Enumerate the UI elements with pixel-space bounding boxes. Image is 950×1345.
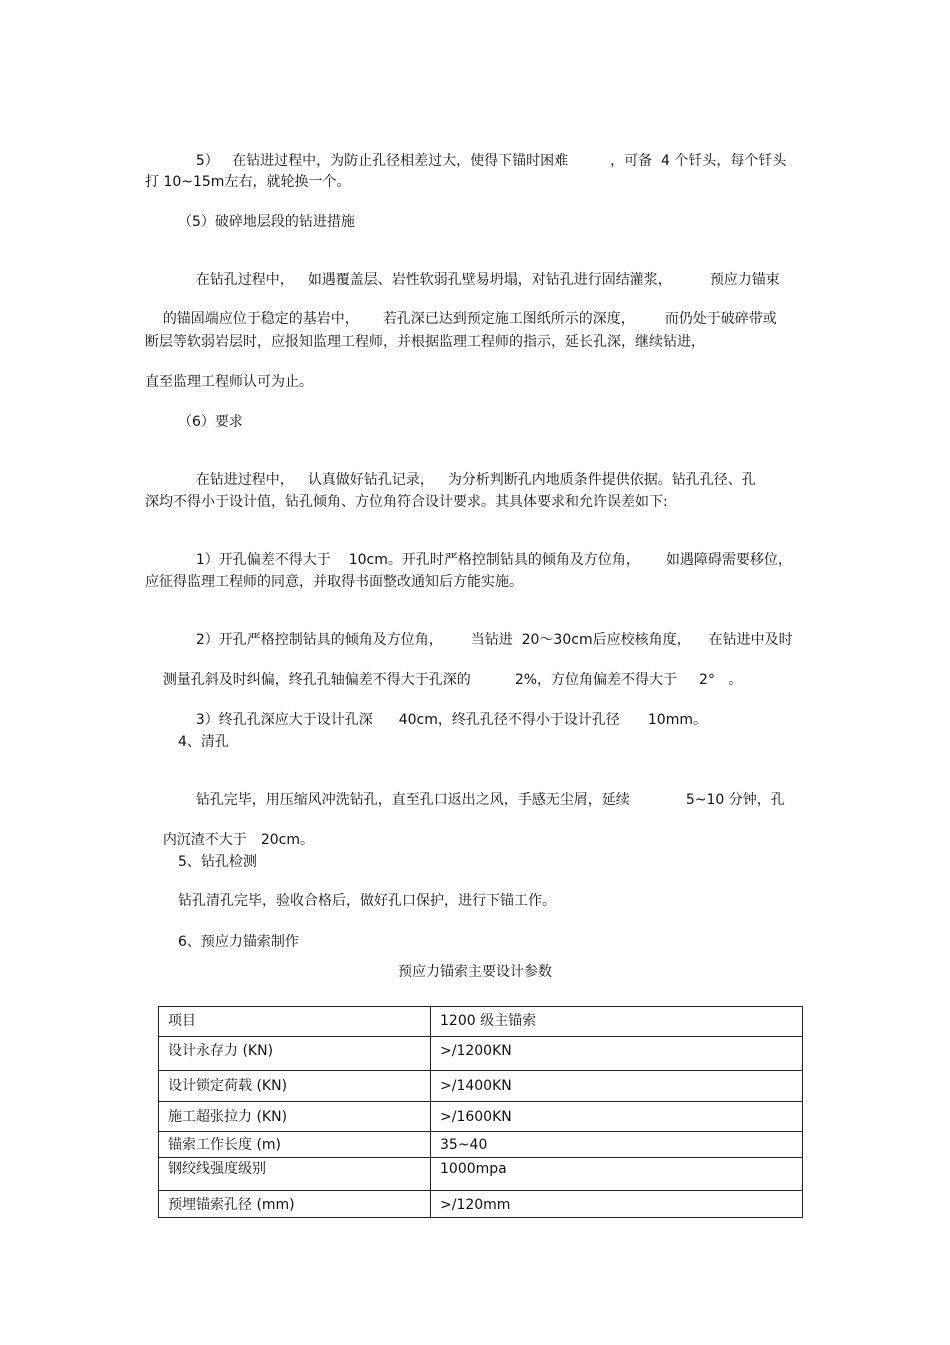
table-cell: 设计锁定荷载 (KN) [159,1071,431,1102]
text: 3）终孔孔深应大于设计孔深 [195,712,373,728]
table-row [159,1102,803,1132]
table-cell: >/1600KN [431,1102,803,1132]
text: 在钻孔过程中， [195,272,294,288]
text: 10mm。 [647,712,707,728]
text: 内沉渣不大于 [162,832,247,848]
paragraph-line: 深均不得小于设计值，钻孔倾角、方位角符合设计要求。其具体要求和允许误差如下: [145,494,668,510]
paragraph-line: 直至监理工程师认可为止。 [145,374,313,390]
text: 5） 在钻进过程中，为防止孔径相差过大，使得下锚时困难 [195,153,569,169]
text: 预应力锚束 [709,272,780,288]
table-cell: >/1400KN [431,1071,803,1102]
text: 2）开孔严格控制钻具的倾角及方位角， [195,632,443,648]
section-heading: 5、钻孔检测 [178,854,257,870]
text: 在钻进过程中， [195,472,294,488]
text: 10cm。开孔时严格控制钻具的倾角及方位角， [348,552,640,568]
table-row [159,1132,803,1158]
table-caption: 预应力锚索主要设计参数 [398,964,552,980]
text: 测量孔斜及时纠偏，终孔孔轴偏差不得大于孔深的 [162,672,471,688]
section-heading: 4、清孔 [178,734,229,750]
table-cell: >/120mm [431,1191,803,1218]
table-row [159,1191,803,1218]
text: 1）开孔偏差不得大于 [195,552,331,568]
table-row [159,1007,803,1037]
text: 40cm，终孔孔径不得小于设计孔径 [398,712,620,728]
table-cell: 钢绞线强度级别 [159,1158,431,1191]
text: 20cm。 [260,832,314,848]
table-cell: 项目 [159,1007,431,1037]
text: 2° 。 [699,672,743,688]
table-row [159,1037,803,1071]
text: 钻孔完毕，用压缩风冲洗钻孔，直至孔口返出之风，手感无尘屑，延续 [195,792,630,808]
text: 在钻进中及时 [708,632,793,648]
text: 认真做好钻孔记录， [307,472,434,488]
text: 的锚固端应位于稳定的基岩中， [162,311,359,327]
text: 如遇障碍需要移位， [665,552,792,568]
section-heading: （5）破碎地层段的钻进措施 [178,214,355,230]
paragraph-line: 打 10~15m左右，就轮换一个。 [145,174,351,190]
table-cell: 1200 级主锚索 [431,1007,803,1037]
text: 5~10 分钟，孔 [685,792,785,808]
design-parameters-table [158,1006,803,1218]
text: 当钻进 20～30cm后应校核角度， [470,632,691,648]
section-heading: （6）要求 [178,414,243,430]
section-heading: 6、预应力锚索制作 [178,934,299,950]
text: 若孔深已达到预定施工图纸所示的深度， [382,311,635,327]
table-row [159,1158,803,1191]
text: 2%，方位角偏差不得大于 [514,672,678,688]
paragraph-line: 断层等软弱岩层时，应报知监理工程师，并根据监理工程师的指示，延长孔深，继续钻进， [145,334,705,350]
paragraph-line: 钻孔清孔完毕，验收合格后，做好孔口保护，进行下锚工作。 [178,893,556,909]
paragraph-line [178,693,707,747]
paragraph-line: 应征得监理工程师的同意，并取得书面整改通知后方能实施。 [145,574,523,590]
table-cell: 预埋锚索孔径 (mm) [159,1191,431,1218]
table-cell: 施工超张拉力 (KN) [159,1102,431,1132]
table-cell: 1000mpa [431,1158,803,1191]
table-cell: 设计永存力 (KN) [159,1037,431,1071]
text: 如遇覆盖层、岩性软弱孔壁易坍塌，对钻孔进行固结灌浆， [307,272,672,288]
text: ，可备 4 个钎头，每个钎头 [610,153,787,169]
table-cell: >/1200KN [431,1037,803,1071]
table-cell: 35~40 [431,1132,803,1158]
table-row [159,1071,803,1102]
table-cell: 锚索工作长度 (m) [159,1132,431,1158]
text: 为分析判断孔内地质条件提供依据。钻孔孔径、孔 [447,472,756,488]
text: 而仍处于破碎带或 [664,311,777,327]
